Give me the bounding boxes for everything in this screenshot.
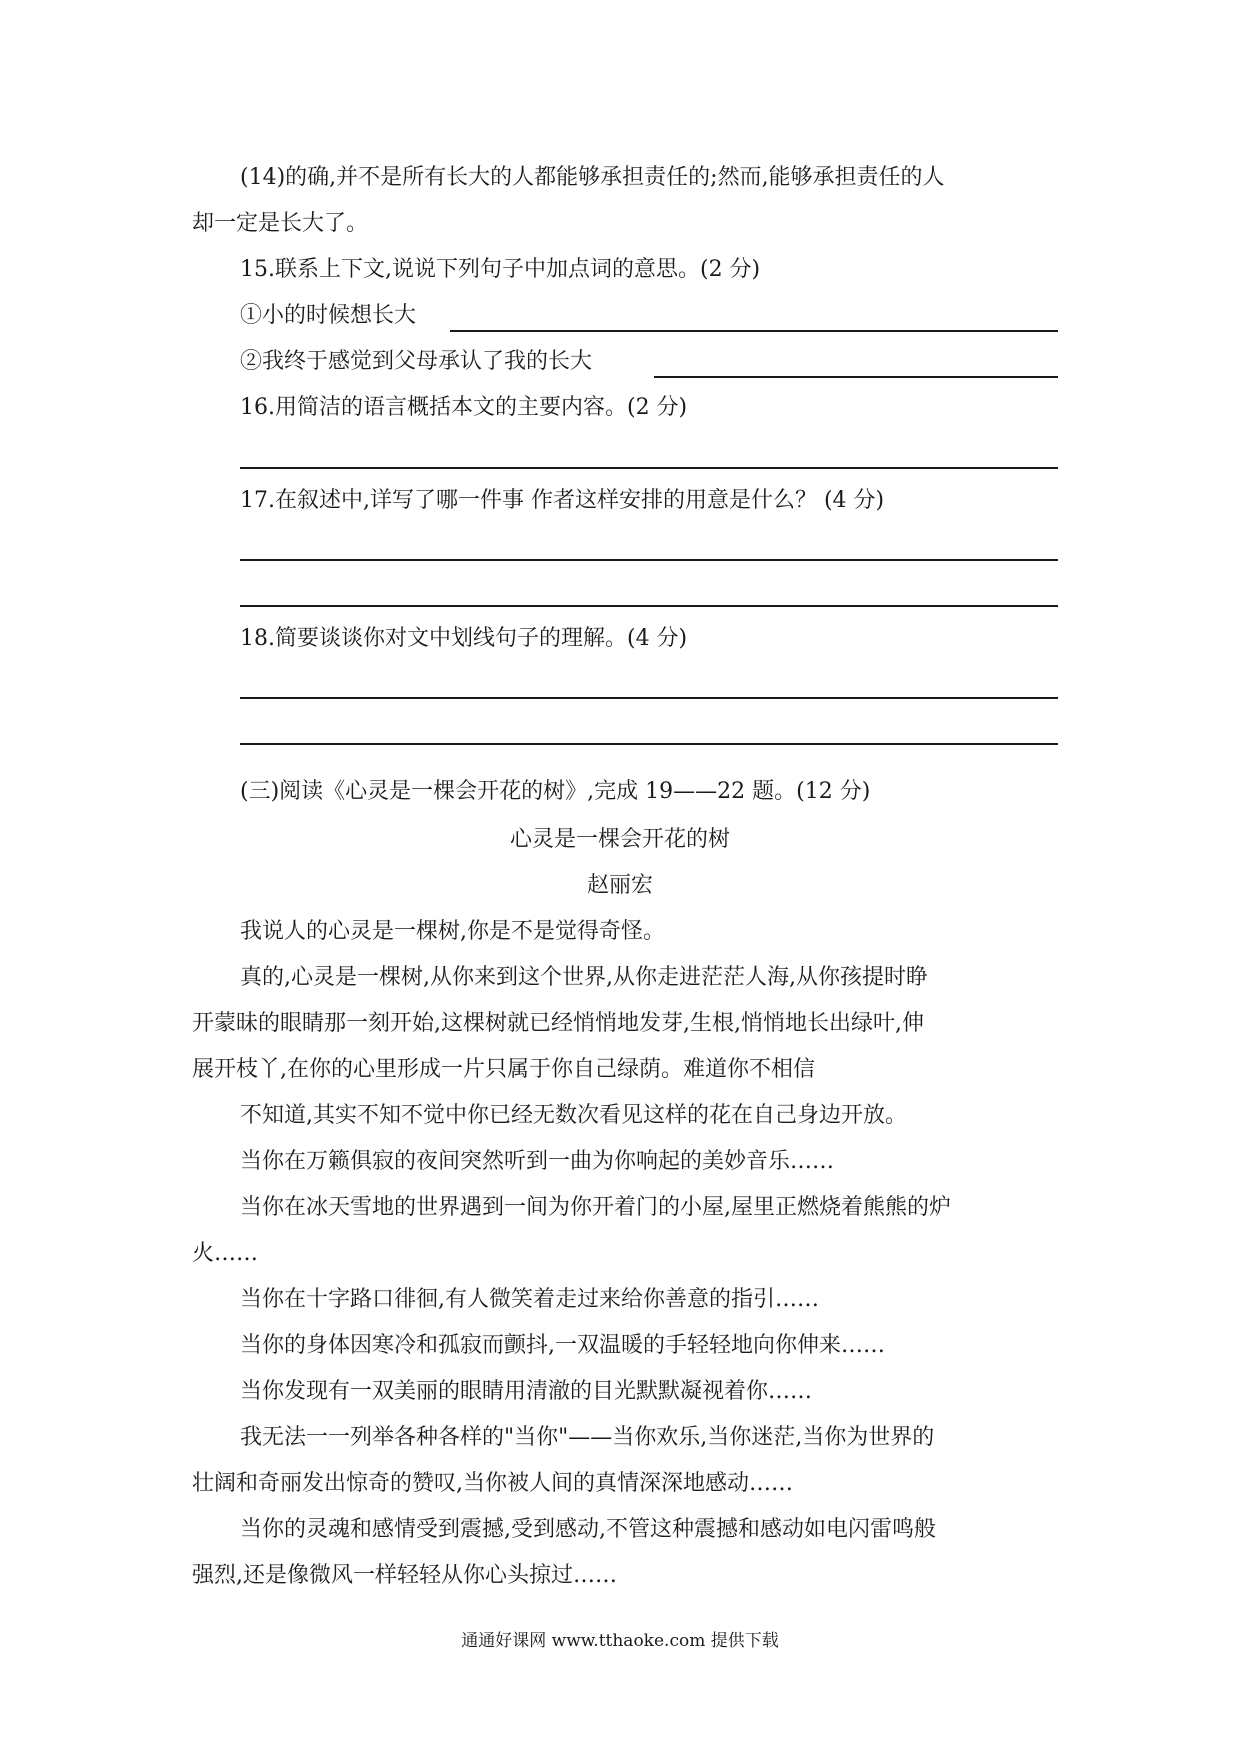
article-paragraph: 我说人的心灵是一棵树,你是不是觉得奇怪。 [240,919,665,944]
article-paragraph: 不知道,其实不知不觉中你已经无数次看见这样的花在自己身边开放。 [240,1103,907,1128]
paragraph-14-line-1: (14)的确,并不是所有长大的人都能够承担责任的;然而,能够承担责任的人 [240,165,945,190]
article-paragraph-cont: 壮阔和奇丽发出惊奇的赞叹,当你被人间的真情深深地感动…… [192,1471,793,1496]
article-paragraph: 当你在万籁俱寂的夜间突然听到一曲为你响起的美妙音乐…… [240,1149,835,1174]
answer-line-15-2[interactable] [654,376,1058,378]
answer-line-15-1[interactable] [450,330,1058,332]
article-paragraph: 当你的身体因寒冷和孤寂而颤抖,一双温暖的手轻轻地向你伸来…… [240,1333,885,1358]
article-paragraph-cont: 强烈,还是像微风一样轻轻从你心头掠过…… [192,1563,617,1588]
article-paragraph: 当你的灵魂和感情受到震撼,受到感动,不管这种震撼和感动如电闪雷鸣般 [240,1517,936,1542]
answer-line-17-2[interactable] [240,605,1058,607]
article-author: 赵丽宏 [586,873,653,898]
answer-line-16[interactable] [240,467,1058,469]
article-paragraph: 当你在冰天雪地的世界遇到一间为你开着门的小屋,屋里正燃烧着熊熊的炉 [240,1195,951,1220]
article-paragraph-cont: 展开枝丫,在你的心里形成一片只属于你自己绿荫。难道你不相信 [192,1057,815,1082]
article-paragraph: 真的,心灵是一棵树,从你来到这个世界,从你走进茫茫人海,从你孩提时睁 [240,965,928,990]
question-15-item-1: ①小的时候想长大 [240,303,417,328]
article-paragraph: 当你发现有一双美丽的眼睛用清澈的目光默默凝视着你…… [240,1379,813,1404]
article-title: 心灵是一棵会开花的树 [509,827,730,852]
answer-line-18-1[interactable] [240,697,1058,699]
answer-line-17-1[interactable] [240,559,1058,561]
article-paragraph-cont: 火…… [192,1241,259,1266]
section-3-heading: (三)阅读《心灵是一棵会开花的树》,完成 19——22 题。(12 分) [240,779,871,804]
article-paragraph: 当你在十字路口徘徊,有人微笑着走过来给你善意的指引…… [240,1287,819,1312]
article-paragraph-cont: 开蒙昧的眼睛那一刻开始,这棵树就已经悄悄地发芽,生根,悄悄地长出绿叶,伸 [192,1011,924,1036]
question-17: 17.在叙述中,详写了哪一件事 作者这样安排的用意是什么？ (4 分) [240,488,885,513]
answer-line-18-2[interactable] [240,743,1058,745]
article-paragraph: 我无法一一列举各种各样的"当你"——当你欢乐,当你迷茫,当你为世界的 [240,1425,935,1450]
page-footer: 通通好课网 www.tthaoke.com 提供下载 [461,1631,779,1651]
question-15: 15.联系上下文,说说下列句子中加点词的意思。(2 分) [240,257,761,282]
question-15-item-2: ②我终于感觉到父母承认了我的长大 [240,349,593,374]
question-16: 16.用简洁的语言概括本文的主要内容。(2 分) [240,395,688,420]
paragraph-14-line-2: 却一定是长大了。 [192,211,369,236]
question-18: 18.简要谈谈你对文中划线句子的理解。(4 分) [240,626,688,651]
